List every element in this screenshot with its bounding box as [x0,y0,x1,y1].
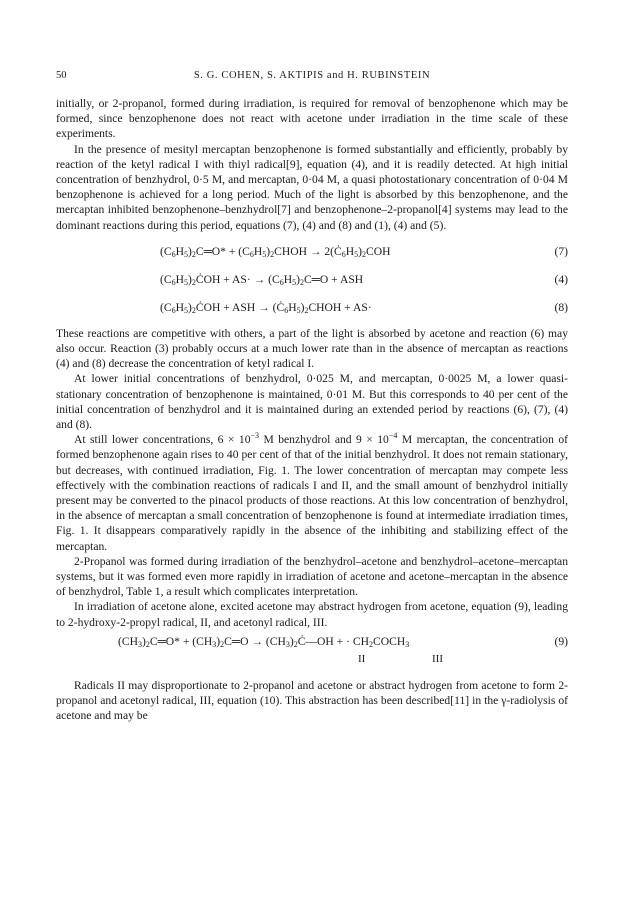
article-body [56,96,568,724]
author-line: S. G. COHEN, S. AKTIPIS and H. RUBINSTEIN [193,70,431,81]
equation-4-expression: $(C_6H_5)_2ĊOH + AS\cdot$ → $(C_6H_5)_2C═O$ + ASH [160,272,364,287]
equation-9-label-ii: II [358,652,366,665]
equation-7-number: (7) [554,244,568,258]
paragraph-5-part-b: M benzhydrol and 9 × 10 [259,433,389,447]
page-number: 50 [56,70,67,81]
paragraph-6: 2-Propanol was formed during irradiation of the benzhydrol–acetone and benzhydrol–acetone–mercaptan systems, but it was formed even more rapidly in irradiation of acetone and acetone–mercaptan in the absence of benzhydrol, Table 1, a result which complicates interpretation. [56,554,568,599]
equation-7 [56,242,568,261]
equation-8-expression: $(C_6H_5)_2ĊOH$ + ASH → $(Ċ_6H_5)_2CHOH + AS\cdot$ [160,300,372,315]
paragraph-2: In the presence of mesityl mercaptan benzophenone is formed substantially and efficiently, probably by reaction of the ketyl radical I with thiyl radical[9], equation (4), and it is readily detected. At high initial concentration of benzhydrol, 0·5 M, and mercaptan, 0·04 M, a quasi photostationary concentration of 0·04 M benzophenone is achieved for a long period. Much of the light is absorbed by this benzophenone, and the mercaptan inhibited benzophenone–benzhydrol[7] and benzophenone–2-propanol[4] systems may lead to the dominant reactions during this period, equations (7), (4) and (8) and (1), (4) and (5). [56,142,568,232]
equation-8-number: (8) [554,300,568,314]
paragraph-1: initially, or 2-propanol, formed during irradiation, is required for removal of benzophenone which may be formed, since benzophenone does not react with acetone under irradiation in the time scale of these experiments. [56,97,568,141]
running-header [56,70,568,84]
equation-4 [56,270,568,289]
equation-4-number: (4) [554,272,568,286]
equation-8 [56,298,568,317]
paragraph-5-part-a: At still lower concentrations, 6 × 10 [74,433,251,447]
equation-9-label-iii: III [432,652,443,665]
paragraph-8-part-a: Radicals II may disproportionate to 2-propanol and acetone or abstract hydrogen from acetone to form 2-propanol and acetonyl radical, III, equation (10). This abstraction has been described[11] in the [56,678,568,708]
equation-9-number: (9) [554,634,568,648]
paragraph-8 [56,678,568,724]
paragraph-5 [56,432,568,554]
equation-9 [56,633,568,669]
paragraph-5-exponent-1: −3 [250,431,260,441]
equation-7-expression: $(C_6H_5)_2C═O*$ + $(C_6H_5)_2CHOH$ → $2(Ċ_6H_5)_2COH$ [160,244,391,259]
equation-9-expression: $(CH_3)_2C═O*$ + $(CH_3)_2C═O$ → $(CH_3)_2Ċ—OH$ + · $CH_2COCH_3$ [118,634,410,649]
paragraph-8-part-b: -radiolysis of acetone and may be [56,694,568,723]
gamma-symbol: γ [501,694,507,708]
paragraph-5-exponent-2: −4 [388,431,398,441]
paragraph-5-part-c: M mercaptan, the concentration of formed benzophenone again rises to 40 per cent of that of the initial benzhydrol. It does not remain stationary, but decreases, with continued irradiation, Fig. 1. The lower concentration of mercaptan may compete less effectively with the combination reactions of radicals I and II, and the small amount of benzhydrol initially present may be converted to the pinacol products of those reactions. At this low concentration of benzhydrol, in the absence of mercaptan a small concentration of benzophenone is found at intermediate irradiation times, Fig. 1. It disappears comparatively rapidly in the absence of the inhibiting and stabilizing effect of the mercaptan. [56,433,569,553]
paragraph-3: These reactions are competitive with others, a part of the light is absorbed by acetone and reaction (6) may also occur. Reaction (3) probably occurs at a much lower rate than in the absence of mercaptan as reactions (4) and (8) decrease the concentration of ketyl radical I. [56,326,568,371]
paragraph-7: In irradiation of acetone alone, excited acetone may abstract hydrogen from acetone, equation (9), leading to 2-hydroxy-2-propyl radical, II, and acetonyl radical, III. [56,600,568,629]
paragraph-4: At lower initial concentrations of benzhydrol, 0·025 M, and mercaptan, 0·0025 M, a lower quasi-stationary concentration of benzophenone is maintained, 0·01 M. But this corresponds to 40 per cent of the initial concentration of benzhydrol and it is maintained during an extended period by reactions (6), (7), (4) and (8). [56,372,568,432]
